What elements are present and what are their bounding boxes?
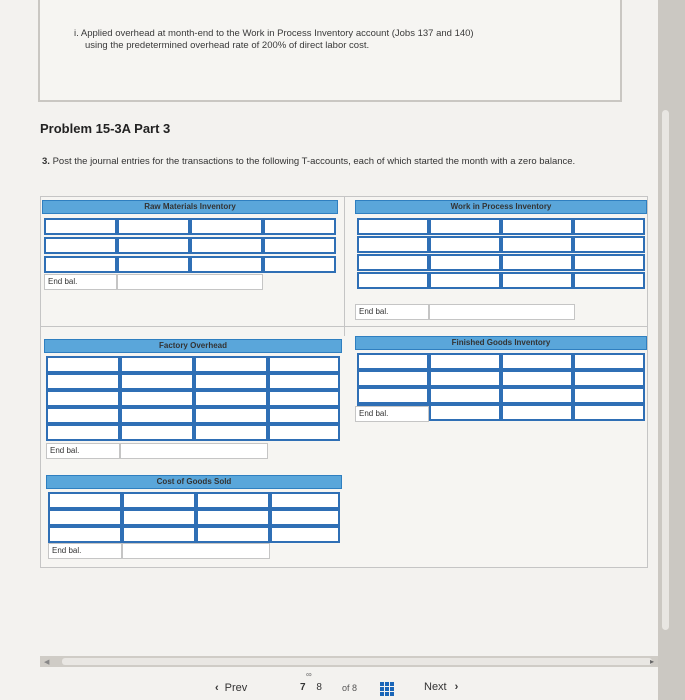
credit-amount-cell[interactable] xyxy=(263,218,336,235)
credit-desc-cell[interactable] xyxy=(194,424,268,441)
credit-amount-cell[interactable] xyxy=(263,237,336,254)
scrollbar-thumb[interactable] xyxy=(662,110,669,630)
end-balance-label: End bal. xyxy=(355,406,429,422)
debit-amount-cell[interactable] xyxy=(429,370,501,387)
credit-desc-cell[interactable] xyxy=(194,390,268,407)
debit-desc-cell[interactable] xyxy=(357,218,429,235)
credit-desc-cell[interactable] xyxy=(190,237,263,254)
divider xyxy=(344,196,345,336)
debit-amount-cell[interactable] xyxy=(122,526,196,543)
section-divider xyxy=(40,326,648,327)
debit-amount-cell[interactable] xyxy=(120,407,194,424)
credit-amount-cell[interactable] xyxy=(268,390,340,407)
debit-desc-cell[interactable] xyxy=(46,390,120,407)
debit-desc-cell[interactable] xyxy=(357,236,429,253)
credit-amount-cell[interactable] xyxy=(573,387,645,404)
debit-desc-cell[interactable] xyxy=(357,254,429,271)
credit-desc-cell[interactable] xyxy=(196,492,270,509)
debit-amount-cell[interactable] xyxy=(429,236,501,253)
instruction-line-1: i. Applied overhead at month-end to the Work in Process Inventory account (Jobs 137 and 140) xyxy=(74,28,474,39)
debit-amount-cell[interactable] xyxy=(117,218,190,235)
debit-amount-cell[interactable] xyxy=(429,353,501,370)
credit-desc-cell[interactable] xyxy=(194,407,268,424)
debit-desc-cell[interactable] xyxy=(357,272,429,289)
credit-amount-cell[interactable] xyxy=(270,492,340,509)
end-balance-label: End bal. xyxy=(44,274,117,290)
credit-desc-cell[interactable] xyxy=(501,404,573,421)
page-numbers xyxy=(300,682,322,693)
debit-desc-cell[interactable] xyxy=(46,424,120,441)
end-balance-value[interactable] xyxy=(429,304,575,320)
chevron-right-icon: › xyxy=(454,681,459,693)
debit-amount-cell[interactable] xyxy=(429,254,501,271)
debit-desc-cell[interactable] xyxy=(46,356,120,373)
horizontal-scrollbar[interactable] xyxy=(40,656,658,667)
credit-desc-cell[interactable] xyxy=(501,272,573,289)
credit-amount-cell[interactable] xyxy=(573,404,645,421)
t-account-finished-goods xyxy=(355,336,647,426)
instruction-text xyxy=(74,28,594,52)
debit-desc-cell[interactable] xyxy=(44,218,117,235)
debit-amount-cell[interactable] xyxy=(120,390,194,407)
question-body: Post the journal entries for the transactions to the following T-accounts, each of which started the month with a zero balance. xyxy=(52,156,576,167)
debit-desc-cell[interactable] xyxy=(48,509,122,526)
credit-desc-cell[interactable] xyxy=(501,387,573,404)
t-account-title: Finished Goods Inventory xyxy=(355,336,647,350)
credit-amount-cell[interactable] xyxy=(573,272,645,289)
credit-desc-cell[interactable] xyxy=(501,353,573,370)
t-account-work-in-process xyxy=(355,200,647,322)
credit-desc-cell[interactable] xyxy=(501,370,573,387)
t-account-title: Factory Overhead xyxy=(44,339,342,353)
problem-title: Problem 15-3A Part 3 xyxy=(40,121,171,136)
scroll-left-icon[interactable]: ◀ xyxy=(44,659,50,666)
debit-desc-cell[interactable] xyxy=(48,492,122,509)
debit-amount-cell[interactable] xyxy=(429,404,501,421)
credit-amount-cell[interactable] xyxy=(268,407,340,424)
next-button[interactable] xyxy=(424,681,458,693)
credit-desc-cell[interactable] xyxy=(501,218,573,235)
credit-amount-cell[interactable] xyxy=(270,526,340,543)
credit-desc-cell[interactable] xyxy=(196,526,270,543)
credit-amount-cell[interactable] xyxy=(270,509,340,526)
page-current[interactable]: 7 xyxy=(300,682,306,693)
debit-amount-cell[interactable] xyxy=(117,256,190,273)
end-balance-label: End bal. xyxy=(48,543,122,559)
t-account-cogs xyxy=(46,475,342,561)
instruction-line-2: using the predetermined overhead rate of 200% of direct labor cost. xyxy=(85,40,370,51)
debit-amount-cell[interactable] xyxy=(429,387,501,404)
t-account-raw-materials xyxy=(42,200,338,292)
debit-amount-cell[interactable] xyxy=(120,356,194,373)
t-account-title: Cost of Goods Sold xyxy=(46,475,342,489)
credit-desc-cell[interactable] xyxy=(501,236,573,253)
debit-desc-cell[interactable] xyxy=(357,370,429,387)
scrollbar-thumb[interactable] xyxy=(62,658,652,665)
debit-desc-cell[interactable] xyxy=(46,407,120,424)
grid-menu-icon[interactable] xyxy=(380,682,394,696)
scroll-right-icon[interactable]: ▸ xyxy=(649,657,654,666)
debit-desc-cell[interactable] xyxy=(357,353,429,370)
end-balance-value[interactable] xyxy=(117,274,263,290)
debit-amount-cell[interactable] xyxy=(117,237,190,254)
question-text xyxy=(42,156,652,168)
page-total: of 8 xyxy=(342,683,358,693)
chevron-left-icon: ‹ xyxy=(215,682,219,694)
end-balance-value[interactable] xyxy=(122,543,270,559)
debit-amount-cell[interactable] xyxy=(122,509,196,526)
prev-label: Prev xyxy=(224,682,248,694)
pagination-bar xyxy=(0,670,658,700)
vertical-scrollbar[interactable] xyxy=(658,0,685,700)
credit-desc-cell[interactable] xyxy=(501,254,573,271)
credit-amount-cell[interactable] xyxy=(263,256,336,273)
question-number: 3. xyxy=(42,156,50,167)
prev-button[interactable] xyxy=(215,682,247,694)
debit-amount-cell[interactable] xyxy=(429,272,501,289)
credit-desc-cell[interactable] xyxy=(194,373,268,390)
credit-amount-cell[interactable] xyxy=(573,236,645,253)
debit-desc-cell[interactable] xyxy=(357,387,429,404)
credit-amount-cell[interactable] xyxy=(268,424,340,441)
credit-amount-cell[interactable] xyxy=(573,353,645,370)
credit-desc-cell[interactable] xyxy=(190,218,263,235)
credit-amount-cell[interactable] xyxy=(573,218,645,235)
page-next[interactable]: 8 xyxy=(316,682,322,693)
t-account-factory-overhead xyxy=(44,339,342,477)
next-label: Next xyxy=(424,681,447,693)
credit-desc-cell[interactable] xyxy=(190,256,263,273)
debit-desc-cell[interactable] xyxy=(44,256,117,273)
debit-desc-cell[interactable] xyxy=(48,526,122,543)
debit-amount-cell[interactable] xyxy=(122,492,196,509)
debit-desc-cell[interactable] xyxy=(44,237,117,254)
debit-amount-cell[interactable] xyxy=(120,424,194,441)
credit-amount-cell[interactable] xyxy=(268,356,340,373)
credit-amount-cell[interactable] xyxy=(268,373,340,390)
credit-amount-cell[interactable] xyxy=(573,254,645,271)
debit-amount-cell[interactable] xyxy=(429,218,501,235)
end-balance-value[interactable] xyxy=(120,443,268,459)
credit-desc-cell[interactable] xyxy=(196,509,270,526)
debit-amount-cell[interactable] xyxy=(120,373,194,390)
end-balance-label: End bal. xyxy=(355,304,429,320)
credit-amount-cell[interactable] xyxy=(573,370,645,387)
t-account-title: Work in Process Inventory xyxy=(355,200,647,214)
link-icon: ∞ xyxy=(306,670,312,679)
debit-desc-cell[interactable] xyxy=(46,373,120,390)
t-account-title: Raw Materials Inventory xyxy=(42,200,338,214)
end-balance-label: End bal. xyxy=(46,443,120,459)
credit-desc-cell[interactable] xyxy=(194,356,268,373)
